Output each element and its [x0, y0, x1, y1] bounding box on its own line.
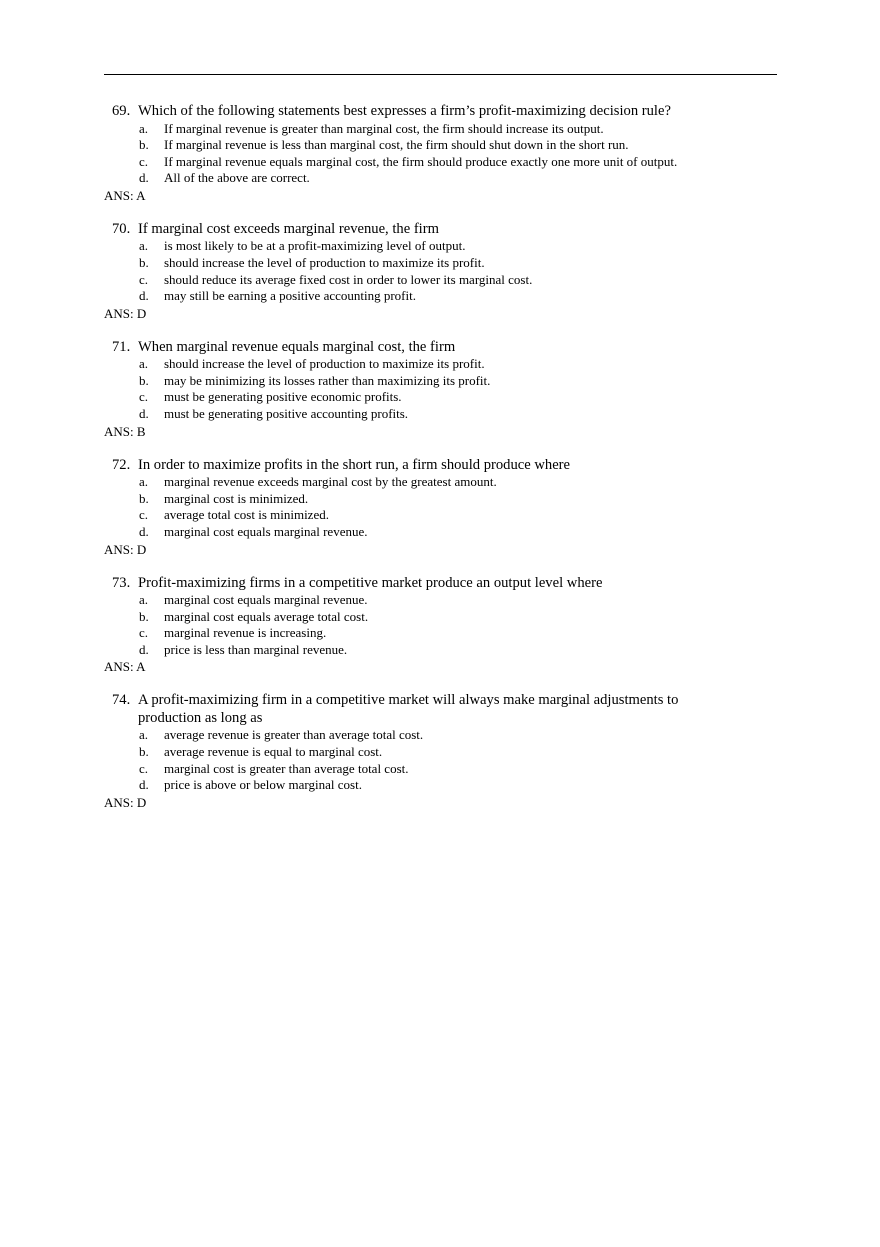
- option-letter: b.: [139, 608, 149, 624]
- question-text: Profit-maximizing firms in a competitive market produce an output level where: [138, 574, 603, 591]
- option-text: price is above or below marginal cost.: [164, 777, 362, 793]
- option-text: average revenue is equal to marginal cost.: [164, 743, 383, 759]
- answer-key: ANS: D: [104, 305, 147, 321]
- option-text: All of the above are correct.: [164, 170, 310, 186]
- question-stem: [104, 692, 784, 727]
- option-text: may be minimizing its losses rather than maximizing its profit.: [164, 372, 491, 388]
- question-69: [104, 103, 784, 204]
- option-letter: d.: [139, 641, 149, 657]
- option-b: [104, 744, 784, 761]
- question-number: 74.: [112, 692, 131, 709]
- option-text: marginal revenue exceeds marginal cost by the greatest amount.: [164, 474, 497, 490]
- option-text: average total cost is minimized.: [164, 507, 329, 523]
- option-letter: c.: [139, 389, 149, 405]
- option-a: [104, 356, 784, 373]
- answer-key: ANS: A: [104, 659, 146, 675]
- question-74: [104, 692, 784, 810]
- question-text: Which of the following statements best expresses a firm’s profit-maximizing decision rule?: [138, 103, 671, 119]
- option-letter: b.: [139, 372, 149, 388]
- option-letter: b.: [139, 743, 149, 759]
- option-text: is most likely to be at a profit-maximizing level of output.: [164, 238, 466, 254]
- answer-key: ANS: D: [104, 541, 147, 557]
- option-text: If marginal revenue is greater than marginal cost, the firm should increase its output.: [164, 120, 604, 136]
- option-letter: c.: [139, 625, 149, 641]
- option-letter: a.: [139, 727, 149, 743]
- option-letter: c.: [139, 271, 149, 287]
- option-b: [104, 255, 784, 272]
- option-text: must be generating positive accounting profits.: [164, 406, 409, 422]
- option-letter: d.: [139, 523, 149, 539]
- option-list: [104, 474, 784, 540]
- option-list: [104, 727, 784, 793]
- option-letter: a.: [139, 474, 149, 490]
- answer-key: ANS: B: [104, 423, 146, 439]
- option-d: [104, 170, 784, 187]
- option-list: [104, 238, 784, 304]
- option-letter: d.: [139, 406, 149, 422]
- question-number: 73.: [112, 574, 131, 591]
- question-number: 71.: [112, 338, 131, 355]
- option-b: [104, 373, 784, 390]
- option-d: [104, 406, 784, 423]
- option-a: [104, 238, 784, 255]
- option-text: should increase the level of production to maximize its profit.: [164, 254, 485, 270]
- header-rule: [104, 74, 777, 75]
- option-a: [104, 474, 784, 491]
- question-stem: [104, 339, 784, 357]
- option-letter: a.: [139, 356, 149, 372]
- question-70: [104, 221, 784, 322]
- option-text: marginal cost is greater than average total cost.: [164, 760, 409, 776]
- option-b: [104, 609, 784, 626]
- question-72: [104, 457, 784, 558]
- question-stem: [104, 457, 784, 475]
- option-d: [104, 288, 784, 305]
- option-list: [104, 356, 784, 422]
- option-letter: a.: [139, 592, 149, 607]
- option-text: If marginal revenue is less than marginal cost, the firm should shut down in the short run.: [164, 137, 629, 153]
- question-stem: [104, 221, 784, 239]
- option-text: may still be earning a positive accounting profit.: [164, 288, 416, 304]
- option-letter: a.: [139, 238, 149, 254]
- option-letter: b.: [139, 490, 149, 506]
- question-text: If marginal cost exceeds marginal revenue, the firm: [138, 220, 439, 237]
- option-text: marginal revenue is increasing.: [164, 625, 327, 641]
- option-text: marginal cost equals marginal revenue.: [164, 592, 368, 607]
- option-c: [104, 761, 784, 778]
- option-text: marginal cost equals average total cost.: [164, 608, 369, 624]
- option-a: [104, 727, 784, 744]
- question-text: In order to maximize profits in the short run, a firm should produce where: [138, 456, 571, 473]
- option-text: price is less than marginal revenue.: [164, 641, 348, 657]
- answer-key: ANS: D: [104, 794, 147, 810]
- question-stem: [104, 103, 784, 121]
- option-d: [104, 777, 784, 794]
- option-c: [104, 625, 784, 642]
- question-stem: [104, 575, 784, 593]
- question-71: [104, 339, 784, 440]
- option-letter: b.: [139, 254, 149, 270]
- question-number: 70.: [112, 220, 131, 237]
- option-letter: c.: [139, 153, 149, 169]
- option-text: marginal cost is minimized.: [164, 490, 309, 506]
- question-text: A profit-maximizing firm in a competitive market will always make marginal adjustments to production as long as: [138, 692, 679, 726]
- option-text: If marginal revenue equals marginal cost, the firm should produce exactly one more unit of output.: [164, 153, 678, 169]
- option-letter: a.: [139, 120, 149, 136]
- option-text: marginal cost equals marginal revenue.: [164, 523, 368, 539]
- option-c: [104, 272, 784, 289]
- question-number: 69.: [112, 103, 131, 119]
- option-text: should increase the level of production to maximize its profit.: [164, 356, 485, 372]
- option-letter: d.: [139, 170, 149, 186]
- option-b: [104, 491, 784, 508]
- option-text: should reduce its average fixed cost in order to lower its marginal cost.: [164, 271, 533, 287]
- option-letter: c.: [139, 507, 149, 523]
- option-text: average revenue is greater than average total cost.: [164, 727, 424, 743]
- option-letter: c.: [139, 760, 149, 776]
- option-c: [104, 507, 784, 524]
- question-73: [104, 575, 784, 676]
- option-letter: d.: [139, 288, 149, 304]
- question-number: 72.: [112, 456, 131, 473]
- question-list: [104, 103, 784, 828]
- option-a: [104, 121, 784, 138]
- option-d: [104, 642, 784, 659]
- option-c: [104, 154, 784, 171]
- option-letter: b.: [139, 137, 149, 153]
- question-text: When marginal revenue equals marginal cost, the firm: [138, 338, 456, 355]
- option-text: must be generating positive economic profits.: [164, 389, 402, 405]
- option-c: [104, 389, 784, 406]
- option-list: [104, 592, 784, 658]
- option-list: [104, 121, 784, 187]
- option-b: [104, 137, 784, 154]
- option-d: [104, 524, 784, 541]
- answer-key: ANS: A: [104, 187, 146, 203]
- option-a: [104, 592, 784, 609]
- option-letter: d.: [139, 777, 149, 793]
